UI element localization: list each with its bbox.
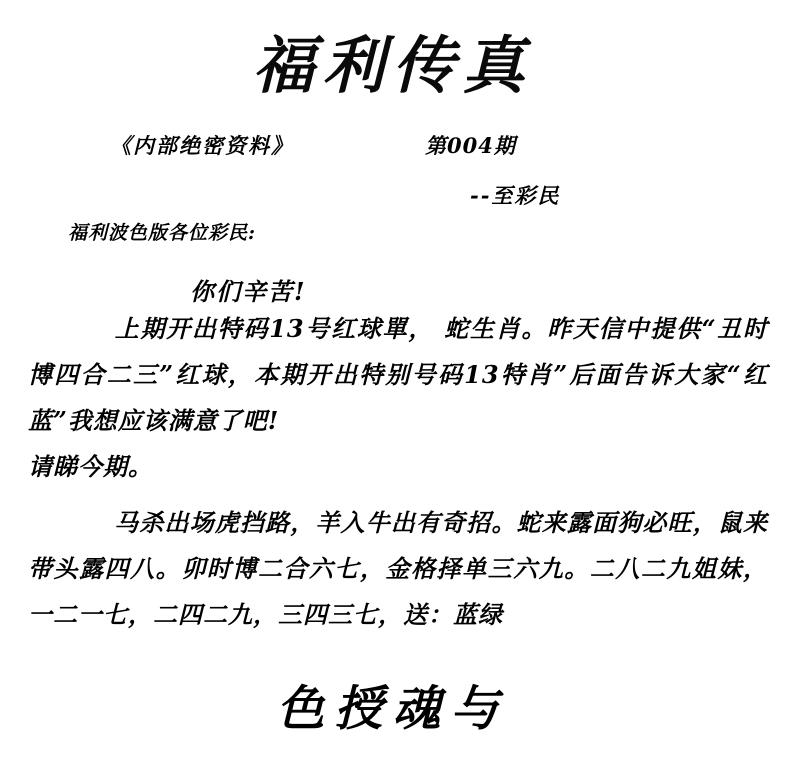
salutation: 福利波色版各位彩民:	[68, 222, 257, 244]
dedication-line: --至彩民	[470, 183, 561, 208]
body-paragraph-1	[28, 306, 768, 444]
footer-slogan: 色授魂与	[276, 681, 509, 737]
body-paragraph-3	[28, 500, 768, 638]
subheader-row	[0, 130, 785, 164]
paragraph-1-text: 上期开出特码13号红球單， 蛇生肖。昨天信中提供“丑时博四合二三”红球，本期开出特别号码13特肖”后面告诉大家“红蓝”我想应该满意了吧!	[28, 314, 768, 435]
issue-number: 第004期	[425, 133, 516, 158]
paragraph-3-text: 马杀出场虎挡路，羊入牛出有奇招。蛇来露面狗必旺，鼠来带头露四八。卯时博二合六七，金格择单三六九。二八二九姐妹，一二一七，二四二九，三四三七，送：蓝绿	[28, 508, 768, 629]
secret-material-label: 《内部绝密资料》	[110, 133, 294, 158]
body-paragraph-2: 请睇今期。	[28, 452, 153, 481]
page-title: 福利传真	[252, 29, 533, 102]
greeting: 你们辛苦!	[190, 277, 307, 306]
